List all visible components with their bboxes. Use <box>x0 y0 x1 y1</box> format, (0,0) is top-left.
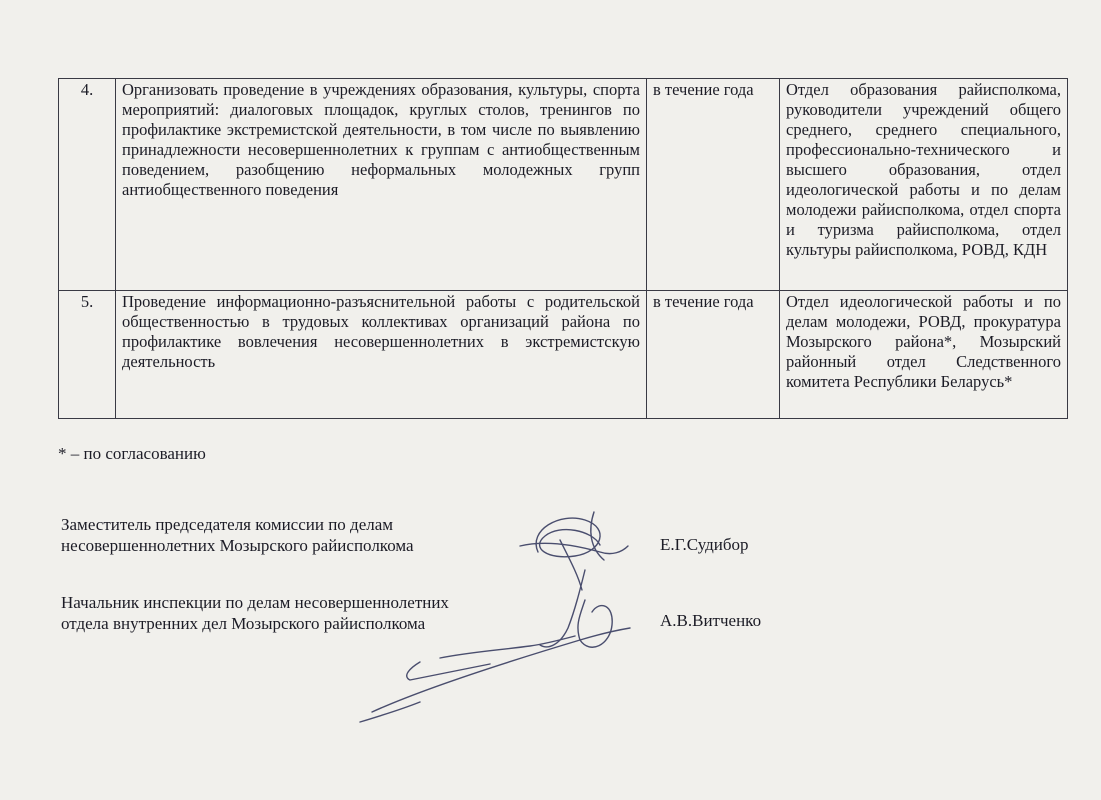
measures-table <box>58 78 1068 419</box>
signature-stroke <box>520 543 628 553</box>
table-row <box>59 79 1068 291</box>
footnote: * – по согласованию <box>58 444 206 463</box>
signature-stroke <box>360 702 420 722</box>
signatory-title-line: Заместитель председателя комиссии по делам <box>61 515 394 534</box>
signatory-name: Е.Г.Судибор <box>660 535 749 554</box>
signature-stroke <box>536 518 600 557</box>
signatory-title <box>61 514 414 556</box>
action-cell: Организовать проведение в учреждениях образования, культуры, спорта мероприятий: диалоговых площадок, круглых столов, тренингов по профилактике экстремистской деятельности, в том числе по выявлению принадлежности несовершеннолетних к группам с антиобщественным поведением, разобщению неформальных молодежных групп антиобщественного поведения <box>116 79 647 291</box>
term-cell: в течение года <box>647 79 780 291</box>
action-cell: Проведение информационно-разъяснительной работы с родительской общественностью в трудовых коллективах организаций района по профилактике вовлечения несовершеннолетних в экстремистскую деятельность <box>116 291 647 419</box>
signatory-name: А.В.Витченко <box>660 611 762 630</box>
signature-stroke <box>578 600 612 647</box>
signature-stroke <box>540 570 585 647</box>
row-number: 5. <box>59 291 116 419</box>
signature-stroke <box>560 540 582 590</box>
signatory-title <box>61 592 449 634</box>
signature-stroke <box>440 636 575 658</box>
signature-stroke <box>591 512 604 560</box>
responsible-cell: Отдел идеологической работы и по делам молодежи, РОВД, прокуратура Мозырского района*, Мозырский районный отдел Следственного комитета Республики Беларусь* <box>780 291 1068 419</box>
signature-stroke <box>407 662 490 680</box>
table-row <box>59 291 1068 419</box>
signatory-title-line: отдела внутренних дел Мозырского райисполкома <box>61 614 426 633</box>
signatory-title-line: Начальник инспекции по делам несовершеннолетних <box>61 593 449 612</box>
row-number: 4. <box>59 79 116 291</box>
signature-stroke <box>372 628 630 712</box>
signatory-title-line: несовершеннолетних Мозырского райисполкома <box>61 536 414 555</box>
term-cell: в течение года <box>647 291 780 419</box>
responsible-cell: Отдел образования райисполкома, руководители учреждений общего среднего, среднего специального, профессионально-технического и высшего образования, отдел идеологической работы и по делам молодежи райисполкома, отдел спорта и туризма райисполкома, отдел культуры райисполкома, РОВД, КДН <box>780 79 1068 291</box>
